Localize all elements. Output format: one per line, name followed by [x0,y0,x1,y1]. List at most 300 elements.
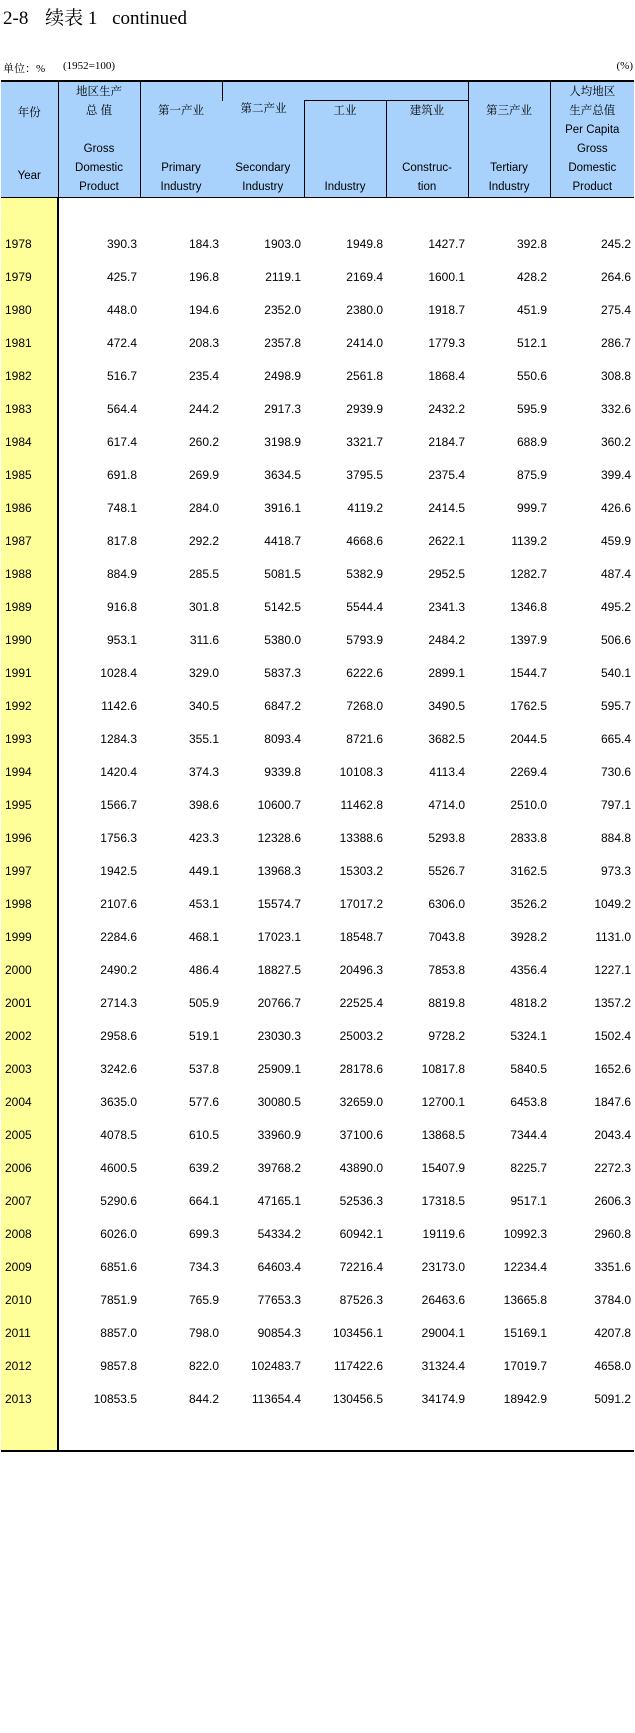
cell-year: 1984 [1,417,58,450]
header-gdp [58,81,140,198]
cell-construction: 2952.5 [428,567,466,581]
cell-gdp: 817.8 [106,534,137,548]
cell-industry: 72216.4 [339,1260,383,1274]
header-primary [140,81,222,198]
header-year-cn: 年份 [17,107,41,119]
cell-year: 1995 [1,780,58,813]
table-row [1,681,634,714]
cell-gdp: 1284.3 [100,732,137,746]
cell-primary: 453.1 [188,897,219,911]
cell-gdp: 8857.0 [100,1326,137,1340]
cell-secondary: 54334.2 [257,1227,301,1241]
cell-percapita: 426.6 [601,501,632,515]
cell-primary: 285.5 [188,567,219,581]
cell-construction: 5293.8 [428,831,466,845]
cell-primary: 505.9 [188,996,219,1010]
table-row [1,318,634,351]
cell-year: 1992 [1,681,58,714]
cell-year: 2001 [1,978,58,1011]
cell-primary: 184.3 [188,237,219,251]
table-row [1,351,634,384]
cell-primary: 765.9 [188,1293,219,1307]
cell-primary: 235.4 [188,369,219,383]
cell-percapita: 495.2 [601,600,632,614]
cell-year: 1999 [1,912,58,945]
cell-tertiary: 2269.4 [510,765,548,779]
cell-tertiary: 1139.2 [511,534,548,548]
cell-percapita: 4658.0 [594,1359,632,1373]
cell-secondary: 3916.1 [264,501,301,515]
cell-year: 2005 [1,1110,58,1143]
cell-percapita: 2043.4 [594,1128,632,1142]
cell-percapita: 487.4 [601,567,632,581]
header-primary-en1: Primary [161,162,201,174]
cell-primary: 311.6 [189,633,219,647]
header-tertiary-en1: Tertiary [490,162,528,174]
cell-year: 1996 [1,813,58,846]
cell-industry: 32659.0 [339,1095,383,1109]
header-construction [386,101,468,198]
cell-construction: 23173.0 [421,1260,466,1274]
cell-secondary: 18827.5 [257,963,301,977]
cell-secondary: 64603.4 [257,1260,301,1274]
cell-tertiary: 4356.4 [510,963,548,977]
cell-percapita: 1847.6 [594,1095,632,1109]
cell-construction: 13868.5 [421,1128,466,1142]
header-percapita-en3: Domestic [568,162,617,174]
table-row [1,1110,634,1143]
cell-year: 1990 [1,615,58,648]
cell-construction: 15407.9 [421,1161,466,1175]
table-number: 2-8 [3,8,29,29]
table-row [1,846,634,879]
cell-primary: 301.8 [188,600,219,614]
cell-primary: 577.6 [188,1095,219,1109]
cell-tertiary: 1346.8 [510,600,548,614]
header-secondary [222,101,304,198]
cell-secondary: 102483.7 [250,1359,301,1373]
cell-primary: 844.2 [188,1392,219,1406]
cell-year: 1985 [1,450,58,483]
cell-secondary: 5837.3 [264,666,301,680]
table-row [1,582,634,615]
header-tertiary [468,81,550,198]
cell-year: 1983 [1,384,58,417]
cell-year: 2009 [1,1242,58,1275]
cell-primary: 194.6 [188,303,219,317]
cell-tertiary: 428.2 [517,270,548,284]
cell-year: 2002 [1,1011,58,1044]
cell-secondary: 2352.0 [264,303,301,317]
data-table [1,80,634,1452]
cell-industry: 10108.3 [339,765,383,779]
cell-tertiary: 18942.9 [503,1392,548,1406]
cell-secondary: 9339.8 [264,765,301,779]
cell-gdp: 4078.5 [100,1128,137,1142]
cell-percapita: 797.1 [601,798,632,812]
header-percapita-cn1: 人均地区 [569,86,616,98]
cell-year: 1978 [1,219,58,252]
cell-percapita: 1131.0 [595,930,632,944]
cell-year: 2006 [1,1143,58,1176]
cell-industry: 2561.8 [346,369,383,383]
header-percapita-en2: Gross [576,143,608,155]
cell-secondary: 13968.3 [257,864,301,878]
cell-industry: 20496.3 [339,963,383,977]
cell-year: 1998 [1,879,58,912]
cell-industry: 3795.5 [346,468,383,482]
cell-secondary: 4418.7 [264,534,301,548]
cell-industry: 52536.3 [339,1194,383,1208]
cell-tertiary: 9517.1 [510,1194,548,1208]
header-percapita [550,81,634,198]
table-title-chinese: 续表 1 [45,8,98,29]
cell-tertiary: 3162.5 [510,864,548,878]
cell-tertiary: 451.9 [517,303,548,317]
cell-construction: 26463.6 [421,1293,466,1307]
cell-primary: 699.3 [188,1227,219,1241]
cell-tertiary: 875.9 [517,468,548,482]
header-tertiary-en2: Industry [488,181,530,193]
cell-percapita: 665.4 [601,732,632,746]
header-construction-en1: Construc- [402,162,452,174]
cell-construction: 2341.3 [428,600,466,614]
cell-primary: 664.1 [188,1194,219,1208]
cell-construction: 2184.7 [428,435,466,449]
header-gdp-en2: Domestic [75,162,123,174]
cell-construction: 12700.1 [421,1095,466,1109]
table-row [1,1374,634,1407]
cell-tertiary: 595.9 [517,402,548,416]
cell-primary: 423.3 [188,831,219,845]
cell-percapita: 4207.8 [594,1326,632,1340]
cell-tertiary: 392.8 [517,237,548,251]
cell-gdp: 1142.6 [101,699,137,713]
cell-primary: 355.1 [188,732,219,746]
cell-construction: 1918.7 [428,303,466,317]
cell-construction: 2899.1 [428,666,466,680]
cell-percapita: 595.7 [601,699,632,713]
cell-year: 1982 [1,351,58,384]
header-primary-en2: Industry [160,181,202,193]
base-year-note: (1952=100) [63,60,116,72]
cell-tertiary: 13665.8 [503,1293,548,1307]
cell-tertiary: 5324.1 [510,1029,548,1043]
cell-percapita: 245.2 [601,237,632,251]
cell-secondary: 3634.5 [264,468,301,482]
cell-secondary: 17023.1 [257,930,301,944]
cell-secondary: 2357.8 [264,336,301,350]
cell-industry: 2414.0 [346,336,383,350]
table-row [1,1011,634,1044]
cell-tertiary: 3928.2 [510,930,548,944]
cell-primary: 244.2 [188,402,219,416]
cell-primary: 822.0 [188,1359,219,1373]
cell-industry: 22525.4 [339,996,383,1010]
header-tertiary-cn: 第三产业 [486,105,533,117]
cell-primary: 284.0 [188,501,219,515]
cell-percapita: 360.2 [601,435,632,449]
header-industry [304,101,386,198]
cell-industry: 5544.4 [346,600,383,614]
table-row [1,813,634,846]
cell-industry: 4119.2 [347,501,383,515]
cell-primary: 449.1 [188,864,219,878]
header-gdp-en3: Product [79,181,119,193]
header-construction-en2: tion [417,181,437,193]
cell-tertiary: 1762.5 [510,699,548,713]
cell-industry: 2939.9 [346,402,383,416]
cell-primary: 486.4 [188,963,219,977]
header-year-en: Year [17,170,41,182]
cell-construction: 1600.1 [428,270,466,284]
cell-secondary: 47165.1 [257,1194,301,1208]
table-row [1,1242,634,1275]
table-row [1,1143,634,1176]
header-percapita-cn2: 生产总值 [569,105,616,117]
cell-year: 2003 [1,1044,58,1077]
cell-construction: 1427.7 [428,237,466,251]
table-row [1,1308,634,1341]
cell-industry: 17017.2 [339,897,383,911]
table-row [1,1341,634,1374]
cell-year: 2013 [1,1374,58,1407]
cell-industry: 4668.6 [346,534,383,548]
header-industry-en: Industry [324,181,366,193]
cell-year: 1980 [1,285,58,318]
cell-tertiary: 550.6 [517,369,548,383]
cell-year: 2012 [1,1341,58,1374]
cell-primary: 269.9 [188,468,219,482]
cell-gdp: 1028.4 [100,666,137,680]
table-row [1,483,634,516]
cell-primary: 374.3 [188,765,219,779]
cell-gdp: 2958.6 [100,1029,137,1043]
cell-tertiary: 17019.7 [503,1359,548,1373]
cell-gdp: 2490.2 [100,963,137,977]
cell-secondary: 8093.4 [264,732,301,746]
cell-gdp: 516.7 [106,369,137,383]
cell-percapita: 459.9 [601,534,632,548]
cell-secondary: 1903.0 [264,237,301,251]
cell-primary: 639.2 [188,1161,219,1175]
cell-percapita: 2960.8 [594,1227,632,1241]
header-gdp-cn1: 地区生产 [76,86,122,98]
cell-tertiary: 512.1 [517,336,548,350]
cell-secondary: 2119.1 [265,270,301,284]
cell-primary: 610.5 [188,1128,219,1142]
cell-gdp: 3635.0 [100,1095,137,1109]
cell-percapita: 2606.3 [594,1194,632,1208]
cell-industry: 11462.8 [340,798,383,812]
header-construction-cn: 建筑业 [409,105,445,117]
cell-percapita: 399.4 [601,468,632,482]
cell-secondary: 33960.9 [257,1128,301,1142]
cell-year: 2011 [1,1308,58,1341]
cell-secondary: 77653.3 [257,1293,301,1307]
cell-primary: 260.2 [188,435,219,449]
cell-industry: 5382.9 [346,567,383,581]
cell-year: 1979 [1,252,58,285]
cell-gdp: 5290.6 [100,1194,137,1208]
cell-gdp: 916.8 [106,600,137,614]
table-row [1,417,634,450]
cell-tertiary: 1544.7 [510,666,548,680]
cell-tertiary: 10992.3 [503,1227,548,1241]
cell-gdp: 6026.0 [100,1227,137,1241]
cell-construction: 2432.2 [428,402,466,416]
cell-industry: 28178.6 [339,1062,383,1076]
cell-secondary: 2917.3 [264,402,301,416]
cell-percapita: 1502.4 [594,1029,632,1043]
table-title [3,3,187,30]
cell-construction: 2414.5 [428,501,466,515]
cell-year: 2007 [1,1176,58,1209]
cell-year: 1993 [1,714,58,747]
table-row [1,1077,634,1110]
table-row [1,714,634,747]
header-percapita-en1: Per Capita [565,124,620,136]
cell-construction: 17318.5 [421,1194,466,1208]
table-row [1,1275,634,1308]
cell-construction: 9728.2 [428,1029,466,1043]
cell-industry: 13388.6 [339,831,383,845]
cell-gdp: 1942.5 [100,864,137,878]
cell-industry: 6222.6 [346,666,383,680]
cell-secondary: 5081.5 [264,567,301,581]
table-title-english: continued [112,8,188,29]
cell-gdp: 953.1 [106,633,137,647]
cell-year: 2000 [1,945,58,978]
cell-gdp: 7851.9 [100,1293,137,1307]
cell-percapita: 5091.2 [594,1392,632,1406]
cell-construction: 2484.2 [428,633,466,647]
cell-percapita: 286.7 [601,336,632,350]
cell-percapita: 1049.2 [594,897,632,911]
cell-secondary: 3198.9 [264,435,301,449]
cell-gdp: 2714.3 [100,996,137,1010]
cell-gdp: 1420.4 [100,765,137,779]
cell-secondary: 25909.1 [257,1062,301,1076]
cell-year: 1989 [1,582,58,615]
cell-construction: 4113.4 [429,765,466,779]
cell-year: 2010 [1,1275,58,1308]
cell-primary: 734.3 [188,1260,219,1274]
cell-secondary: 90854.3 [257,1326,301,1340]
cell-industry: 15303.2 [339,864,383,878]
table-row [1,1044,634,1077]
cell-primary: 537.8 [188,1062,219,1076]
cell-construction: 7043.8 [428,930,466,944]
cell-primary: 798.0 [188,1326,219,1340]
cell-primary: 398.6 [188,798,219,812]
header-secondary-en2: Industry [242,180,284,193]
cell-year: 1987 [1,516,58,549]
cell-gdp: 3242.6 [100,1062,137,1076]
cell-secondary: 10600.7 [257,798,301,812]
cell-construction: 1868.4 [428,369,466,383]
cell-gdp: 691.8 [106,468,137,482]
cell-industry: 37100.6 [339,1128,383,1142]
cell-secondary: 15574.7 [257,897,301,911]
cell-industry: 130456.5 [332,1392,383,1406]
table-row [1,1209,634,1242]
cell-industry: 117422.6 [333,1359,383,1373]
cell-primary: 208.3 [188,336,219,350]
table-row [1,747,634,780]
cell-year: 1997 [1,846,58,879]
cell-gdp: 564.4 [106,402,137,416]
cell-year: 2008 [1,1209,58,1242]
cell-gdp: 617.4 [106,435,137,449]
cell-secondary: 113654.4 [251,1392,301,1406]
cell-gdp: 884.9 [106,567,137,581]
cell-secondary: 6847.2 [264,699,301,713]
cell-primary: 329.0 [188,666,219,680]
cell-primary: 292.2 [188,534,219,548]
header-secondary-group [222,81,468,101]
cell-industry: 5793.9 [346,633,383,647]
cell-secondary: 2498.9 [264,369,301,383]
cell-year: 1994 [1,747,58,780]
cell-tertiary: 15169.1 [503,1326,548,1340]
cell-construction: 2375.4 [428,468,466,482]
cell-secondary: 20766.7 [257,996,301,1010]
table-row [1,450,634,483]
cell-industry: 2169.4 [346,270,383,284]
cell-industry: 103456.1 [332,1326,383,1340]
cell-gdp: 6851.6 [100,1260,137,1274]
cell-gdp: 448.0 [106,303,137,317]
cell-secondary: 5142.5 [264,600,301,614]
cell-secondary: 30080.5 [257,1095,301,1109]
cell-tertiary: 1397.9 [510,633,548,647]
cell-gdp: 2284.6 [100,930,137,944]
cell-gdp: 4600.5 [100,1161,137,1175]
cell-tertiary: 6453.8 [510,1095,548,1109]
cell-gdp: 1566.7 [100,798,137,812]
cell-industry: 25003.2 [339,1029,383,1043]
header-primary-cn: 第一产业 [158,105,204,117]
cell-primary: 340.5 [188,699,219,713]
cell-secondary: 23030.3 [257,1029,301,1043]
cell-tertiary: 8225.7 [510,1161,548,1175]
cell-percapita: 308.8 [601,369,632,383]
header-gdp-cn2: 总 值 [85,105,113,117]
table-row [1,219,634,252]
cell-tertiary: 4818.2 [510,996,548,1010]
cell-tertiary: 1282.7 [510,567,548,581]
table-row [1,549,634,582]
table-row [1,879,634,912]
cell-percapita: 1357.2 [594,996,632,1010]
cell-tertiary: 3526.2 [510,897,548,911]
cell-industry: 7268.0 [346,699,383,713]
cell-percapita: 884.8 [601,831,632,845]
cell-tertiary: 688.9 [517,435,548,449]
cell-industry: 8721.6 [346,732,383,746]
cell-year: 2004 [1,1077,58,1110]
cell-percapita: 264.6 [601,270,632,284]
cell-primary: 468.1 [188,930,219,944]
header-gdp-en1: Gross [83,143,115,155]
cell-construction: 3490.5 [428,699,466,713]
unit-row [3,60,633,76]
spacer-row [1,198,634,220]
cell-gdp: 2107.6 [100,897,137,911]
cell-year: 1988 [1,549,58,582]
cell-secondary: 5380.0 [264,633,301,647]
